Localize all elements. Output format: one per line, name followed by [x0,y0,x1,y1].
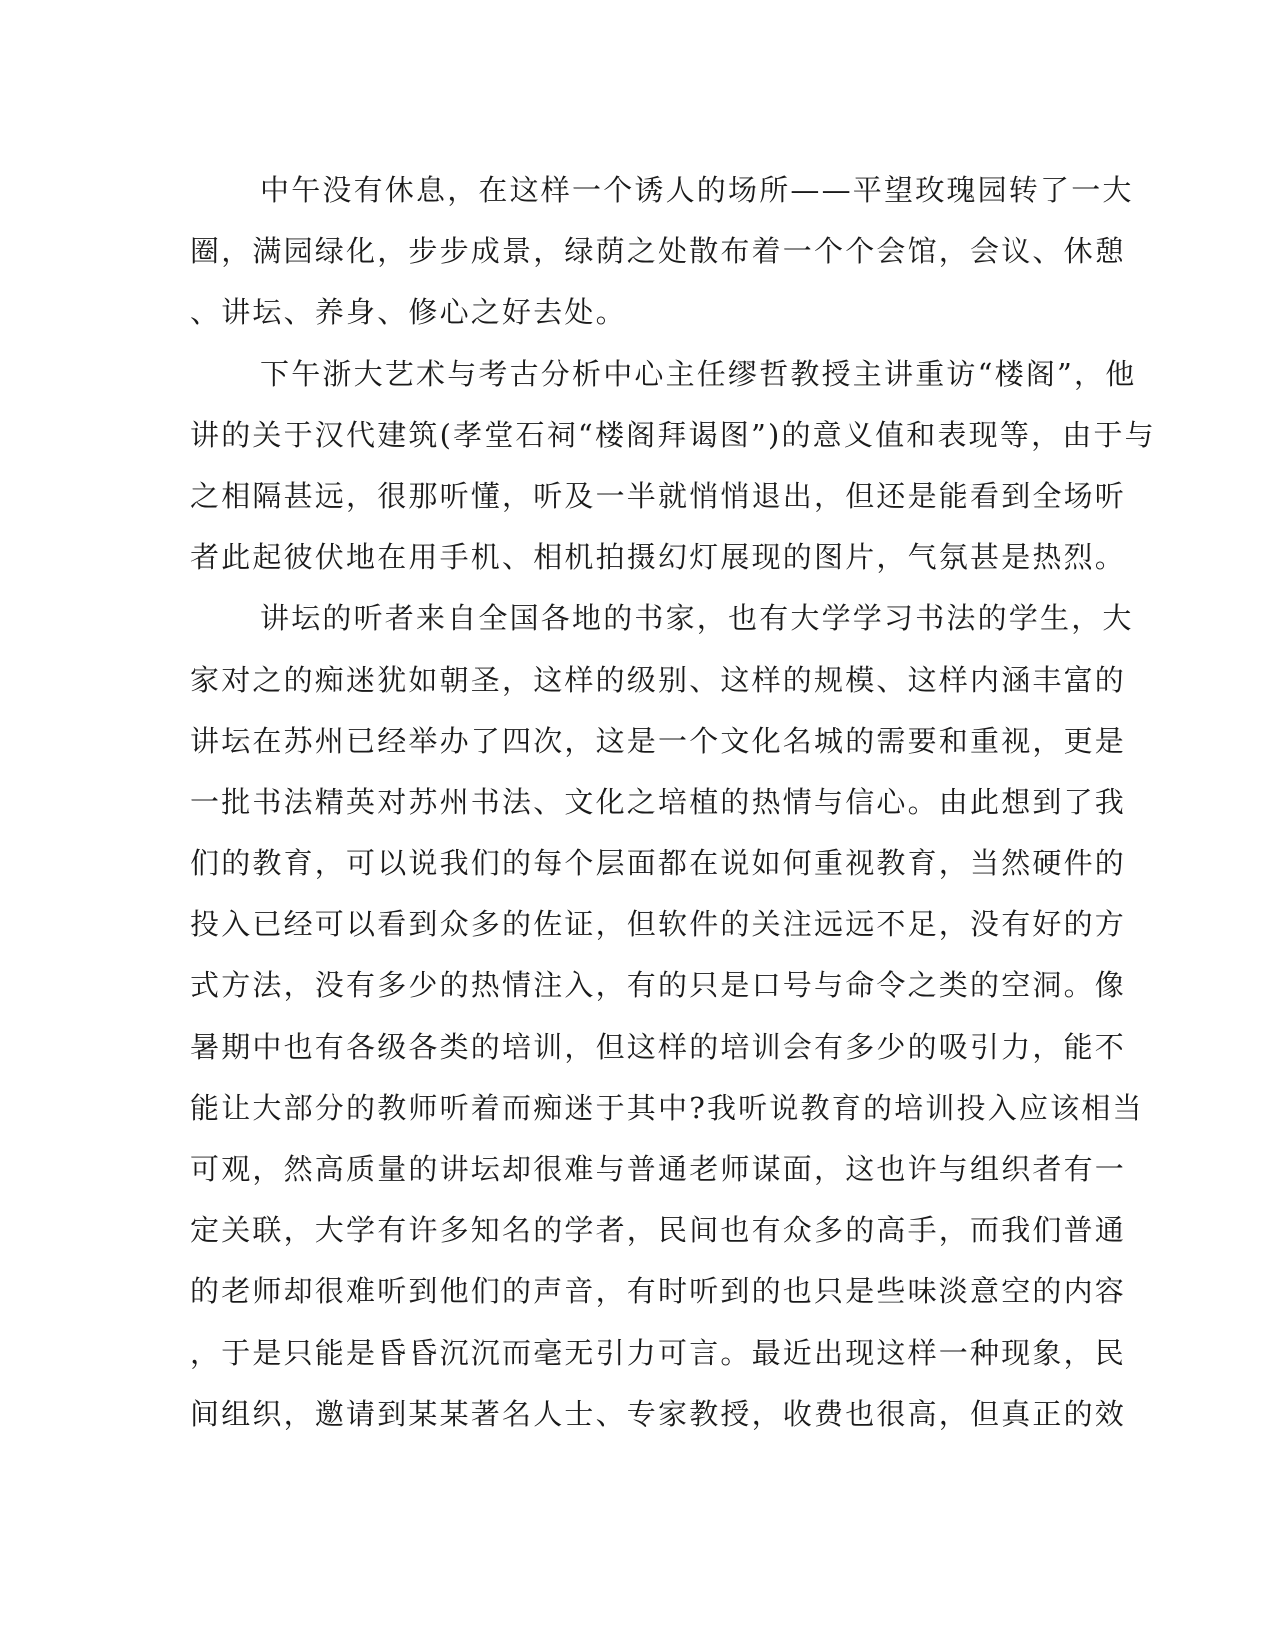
text-line: 中午没有休息，在这样一个诱人的场所——平望玫瑰园转了一大 [260,173,1134,207]
text-line: ，于是只能是昏昏沉沉而毫无引力可言。最近出现这样一种现象，民 [190,1335,1127,1370]
text-line: 讲的关于汉代建筑(孝堂石祠“楼阁拜谒图”)的意义值和表现等，由于与 [190,417,1156,452]
text-line: 一批书法精英对苏州书法、文化之培植的热情与信心。由此想到了我 [190,784,1127,819]
text-line: 投入已经可以看到众多的佐证，但软件的关注远远不足，没有好的方 [190,907,1127,942]
text-line: 家对之的痴迷犹如朝圣，这样的级别、这样的规模、这样内涵丰富的 [190,662,1127,697]
text-line: 间组织，邀请到某某著名人士、专家教授，收费也很高，但真正的效 [190,1396,1127,1431]
text-line: 之相隔甚远，很那听懂，听及一半就悄悄退出，但还是能看到全场听 [190,478,1127,513]
paragraph-2 [190,344,1156,589]
text-line: 者此起彼伏地在用手机、相机拍摄幻灯展现的图片，气氛甚是热烈。 [190,540,1127,575]
text-line: 式方法，没有多少的热情注入，有的只是口号与命令之类的空洞。像 [190,968,1127,1003]
text-line: 们的教育，可以说我们的每个层面都在说如何重视教育，当然硬件的 [190,846,1127,881]
text-line: 、讲坛、养身、修心之好去处。 [190,295,627,330]
text-line: 讲坛在苏州已经举办了四次，这是一个文化名城的需要和重视，更是 [190,723,1127,758]
text-line: 圈，满园绿化，步步成景，绿荫之处散布着一个个会馆，会议、休憩 [190,234,1127,269]
text-line: 下午浙大艺术与考古分析中心主任缪哲教授主讲重访“楼阁”，他 [260,356,1137,391]
text-line: 暑期中也有各级各类的培训，但这样的培训会有多少的吸引力，能不 [190,1029,1127,1064]
text-line: 能让大部分的教师听着而痴迷于其中?我听说教育的培训投入应该相当 [190,1090,1144,1125]
paragraph-1 [190,160,1134,344]
text-line: 定关联，大学有许多知名的学者，民间也有众多的高手，而我们普通 [190,1213,1127,1248]
text-line: 的老师却很难听到他们的声音，有时听到的也只是些味淡意空的内容 [190,1274,1127,1309]
text-line: 可观，然高质量的讲坛却很难与普通老师谋面，这也许与组织者有一 [190,1152,1127,1186]
document-body [190,160,1156,1445]
paragraph-3 [190,588,1144,1445]
text-line: 讲坛的听者来自全国各地的书家，也有大学学习书法的学生，大 [260,601,1134,636]
